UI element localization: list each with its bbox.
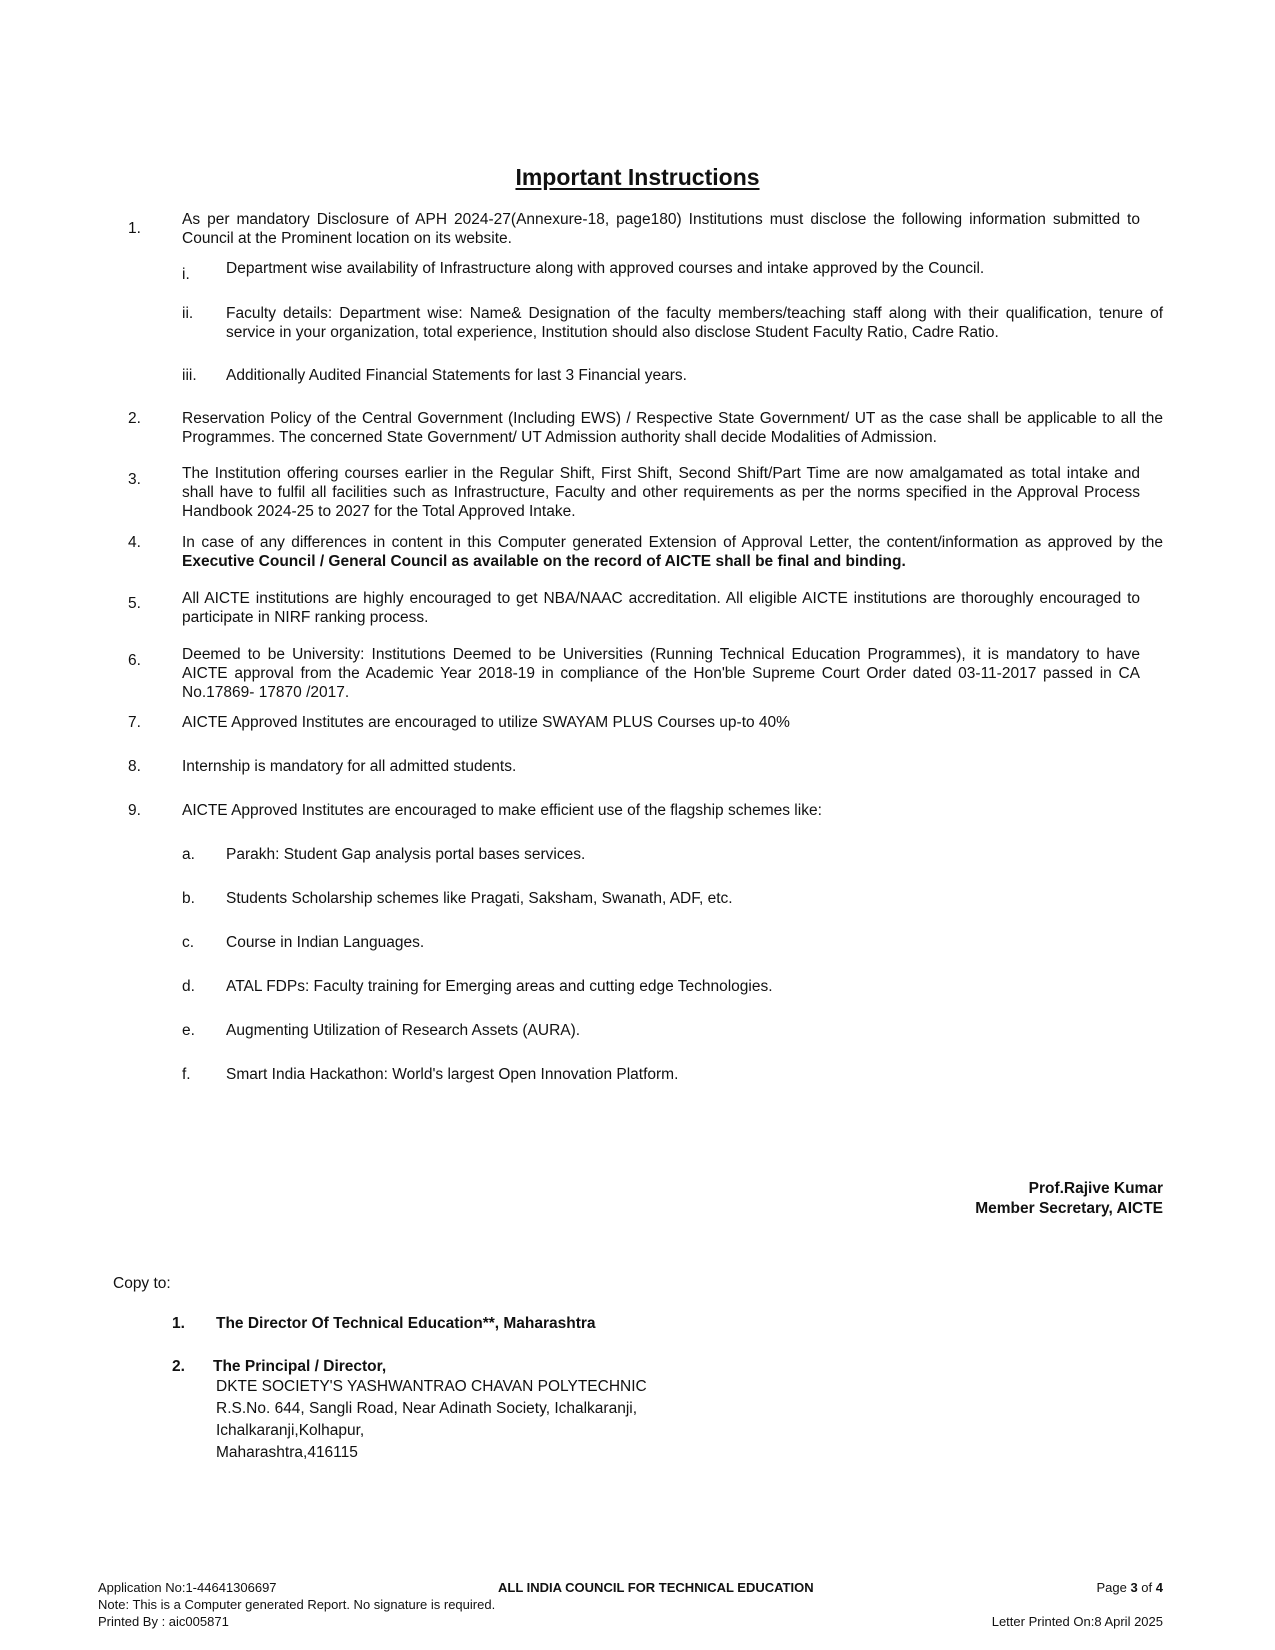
instruction-text: As per mandatory Disclosure of APH 2024-27(Annexure-18, page180) Institutions must disclose the following information submitted to Council at the Prominent location on its website. bbox=[182, 211, 1140, 247]
item-number: 1. bbox=[128, 220, 141, 237]
instruction-text: Internship is mandatory for all admitted students. bbox=[182, 758, 517, 775]
instruction-text: The Institution offering courses earlier in the Regular Shift, First Shift, Second Shift/Part Time are now amalgamated as total intake and shall have to fulfil all facilities such as Infrastructure, Faculty and other requirements as per the norms specified in the Approval Process Handbook 2024-25 to 2027 for the Total Approved Intake. bbox=[182, 465, 1140, 520]
copy-to-recipient: The Director Of Technical Education**, Maharashtra bbox=[216, 1315, 596, 1332]
instruction-text bbox=[182, 533, 1163, 571]
sub-item-number: iii. bbox=[182, 367, 197, 384]
sub-item-number: b. bbox=[182, 890, 195, 907]
address-line: R.S.No. 644, Sangli Road, Near Adinath Society, Ichalkaranji, bbox=[216, 1400, 638, 1417]
page-prefix: Page bbox=[1096, 1580, 1131, 1595]
sub-item-number: a. bbox=[182, 846, 195, 863]
page-title: Important Instructions bbox=[515, 164, 760, 190]
application-number: Application No:1-44641306697 bbox=[98, 1580, 277, 1595]
instruction-text: AICTE Approved Institutes are encouraged to utilize SWAYAM PLUS Courses up-to 40% bbox=[182, 714, 790, 731]
address-line: DKTE SOCIETY'S YASHWANTRAO CHAVAN POLYTECHNIC bbox=[216, 1378, 647, 1395]
sub-item-number: f. bbox=[182, 1066, 191, 1083]
sub-instruction-text: Additionally Audited Financial Statements for last 3 Financial years. bbox=[226, 367, 687, 384]
council-name: ALL INDIA COUNCIL FOR TECHNICAL EDUCATION bbox=[498, 1580, 814, 1595]
signatory-name: Prof.Rajive Kumar bbox=[1028, 1180, 1163, 1197]
instruction-text: Deemed to be University: Institutions Deemed to be Universities (Running Technical Education Programmes), it is mandatory to have AICTE approval from the Academic Year 2018-19 in compliance of the Hon'ble Supreme Court Order dated 03-11-2017 passed in CA No.17869- 17870 /2017. bbox=[182, 646, 1140, 701]
copy-to-label: Copy to: bbox=[113, 1275, 171, 1292]
signatory-designation: Member Secretary, AICTE bbox=[975, 1200, 1163, 1217]
page-of: of bbox=[1137, 1580, 1156, 1595]
item-number: 5. bbox=[128, 595, 141, 612]
sub-instruction-text: Parakh: Student Gap analysis portal bases services. bbox=[226, 846, 586, 863]
item-number: 2. bbox=[128, 410, 141, 427]
copy-to-recipient: The Principal / Director, bbox=[213, 1358, 387, 1375]
address-line: Ichalkaranji,Kolhapur, bbox=[216, 1422, 365, 1439]
page-indicator bbox=[980, 1580, 1163, 1596]
copy-to-number: 1. bbox=[172, 1315, 185, 1332]
sub-instruction-text: Department wise availability of Infrastructure along with approved courses and intake approved by the Council. bbox=[226, 260, 985, 277]
footer-note: Note: This is a Computer generated Report. No signature is required. bbox=[98, 1597, 496, 1612]
sub-instruction-text: ATAL FDPs: Faculty training for Emerging areas and cutting edge Technologies. bbox=[226, 978, 773, 995]
instruction-text-plain: In case of any differences in content in this Computer generated Extension of Approval Letter, the content/information as approved by the bbox=[182, 534, 1163, 551]
copy-to-number: 2. bbox=[172, 1358, 185, 1375]
instruction-text: AICTE Approved Institutes are encouraged to make efficient use of the flagship schemes like: bbox=[182, 802, 822, 819]
item-number: 8. bbox=[128, 758, 141, 775]
sub-instruction-text: Augmenting Utilization of Research Assets (AURA). bbox=[226, 1022, 581, 1039]
sub-item-number: i. bbox=[182, 266, 190, 283]
sub-instruction-text: Faculty details: Department wise: Name& Designation of the faculty members/teaching staff along with their qualification, tenure of service in your organization, total experience, Institution should also disclose Student Faculty Ratio, Cadre Ratio. bbox=[226, 305, 1163, 341]
address-line: Maharashtra,416115 bbox=[216, 1444, 358, 1461]
instruction-text: Reservation Policy of the Central Government (Including EWS) / Respective State Government/ UT as the case shall be applicable to all the Programmes. The concerned State Government/ UT Admission authority shall decide Modalities of Admission. bbox=[182, 410, 1163, 446]
instruction-text-bold: Executive Council / General Council as available on the record of AICTE shall be final and binding. bbox=[182, 553, 906, 570]
sub-item-number: e. bbox=[182, 1022, 195, 1039]
printed-on: Letter Printed On:8 April 2025 bbox=[991, 1614, 1163, 1629]
printed-by: Printed By : aic005871 bbox=[98, 1614, 229, 1629]
sub-item-number: d. bbox=[182, 978, 195, 995]
sub-instruction-text: Students Scholarship schemes like Pragati, Saksham, Swanath, ADF, etc. bbox=[226, 890, 733, 907]
instruction-text: All AICTE institutions are highly encouraged to get NBA/NAAC accreditation. All eligible AICTE institutions are thoroughly encouraged to participate in NIRF ranking process. bbox=[182, 590, 1140, 626]
sub-item-number: ii. bbox=[182, 305, 194, 322]
item-number: 9. bbox=[128, 802, 141, 819]
sub-instruction-text: Smart India Hackathon: World's largest Open Innovation Platform. bbox=[226, 1066, 679, 1083]
item-number: 4. bbox=[128, 534, 141, 551]
item-number: 6. bbox=[128, 652, 141, 669]
sub-item-number: c. bbox=[182, 934, 195, 951]
page-total: 4 bbox=[1155, 1580, 1163, 1595]
page-current: 3 bbox=[1130, 1580, 1138, 1595]
item-number: 3. bbox=[128, 471, 141, 488]
item-number: 7. bbox=[128, 714, 141, 731]
sub-instruction-text: Course in Indian Languages. bbox=[226, 934, 425, 951]
